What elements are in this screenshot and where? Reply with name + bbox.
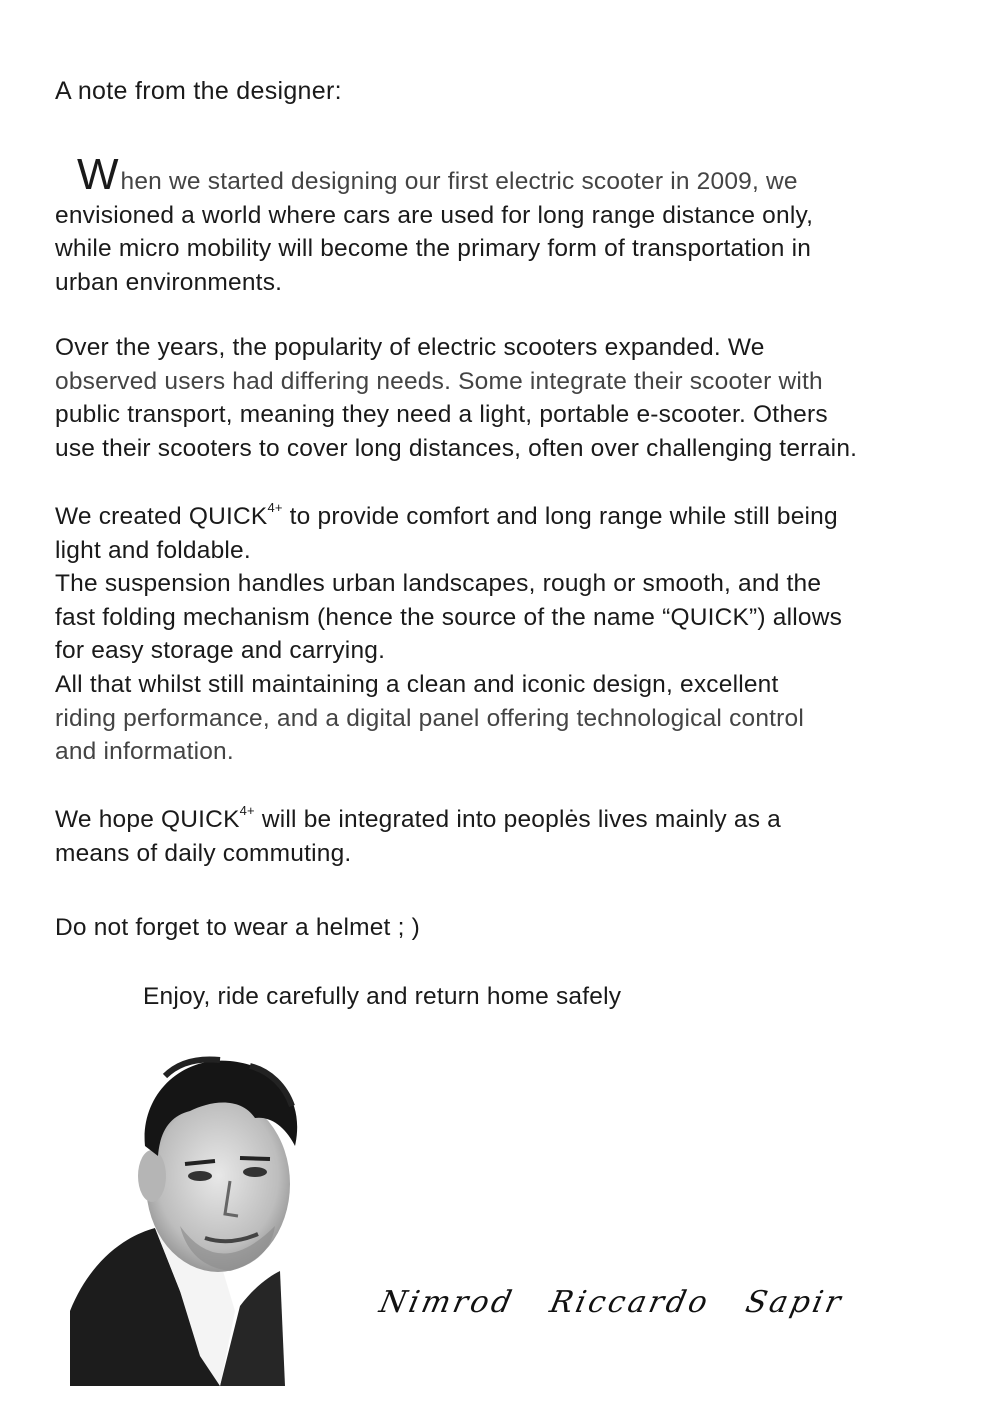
closing-line <box>143 980 843 1014</box>
quick-line-1-pre: We created QUICK <box>55 503 268 530</box>
hope-line-1-post: will be integrated into peoplės lives mainly as a <box>254 806 781 833</box>
paragraph-hope <box>55 803 965 870</box>
quick-line-8: and information. <box>55 738 234 766</box>
intro-line-4: urban environments. <box>55 268 283 296</box>
designer-portrait <box>70 1056 345 1386</box>
years-line-1: Over the years, the popularity of electric scooters expanded. We <box>55 334 765 361</box>
paragraph-quick <box>55 500 965 769</box>
closing-line-text: Enjoy, ride carefully and return home safely <box>143 983 622 1010</box>
quick-line-6: All that whilst still maintaining a clean and iconic design, excellent <box>55 670 779 698</box>
quick-line-5: for easy storage and carrying. <box>55 637 386 665</box>
quick-line-1 <box>55 500 965 534</box>
paragraph-years <box>55 331 965 465</box>
quick-line-1-post: to provide comfort and long range while still being <box>282 503 838 530</box>
hope-line-1 <box>55 803 965 837</box>
quick-line-7: riding performance, and a digital panel offering technological control <box>55 704 805 732</box>
intro-line-1 <box>55 150 965 199</box>
hope-line-2: means of daily commuting. <box>55 839 352 867</box>
helmet-reminder <box>55 911 965 945</box>
years-line-3: public transport, meaning they need a light, portable e-scooter. Others <box>55 401 828 429</box>
quick-superscript: 4+ <box>267 500 283 515</box>
intro-line-3: while micro mobility will become the primary form of transportation in <box>55 235 812 263</box>
helmet-reminder-text: Do not forget to wear a helmet ; ) <box>55 914 420 941</box>
hope-superscript: 4+ <box>239 803 255 818</box>
drop-cap: W <box>77 150 119 199</box>
paragraph-intro <box>55 150 965 299</box>
intro-line-2: envisioned a world where cars are used for long range distance only, <box>55 201 814 229</box>
quick-line-3: The suspension handles urban landscapes, rough or smooth, and the <box>55 570 822 598</box>
years-line-4: use their scooters to cover long distances, often over challenging terrain. <box>55 434 858 462</box>
intro-line-1-text: hen we started designing our first electric scooter in 2009, we <box>120 168 798 195</box>
quick-line-4: fast folding mechanism (hence the source of the name “QUICK”) allows <box>55 603 843 631</box>
designer-signature: Nimrod Riccardo Sapir <box>376 1285 847 1320</box>
quick-line-2: light and foldable. <box>55 536 251 564</box>
note-heading: A note from the designer: <box>55 77 342 105</box>
hope-line-1-pre: We hope QUICK <box>55 806 240 833</box>
years-line-2: observed users had differing needs. Some integrate their scooter with <box>55 367 823 395</box>
